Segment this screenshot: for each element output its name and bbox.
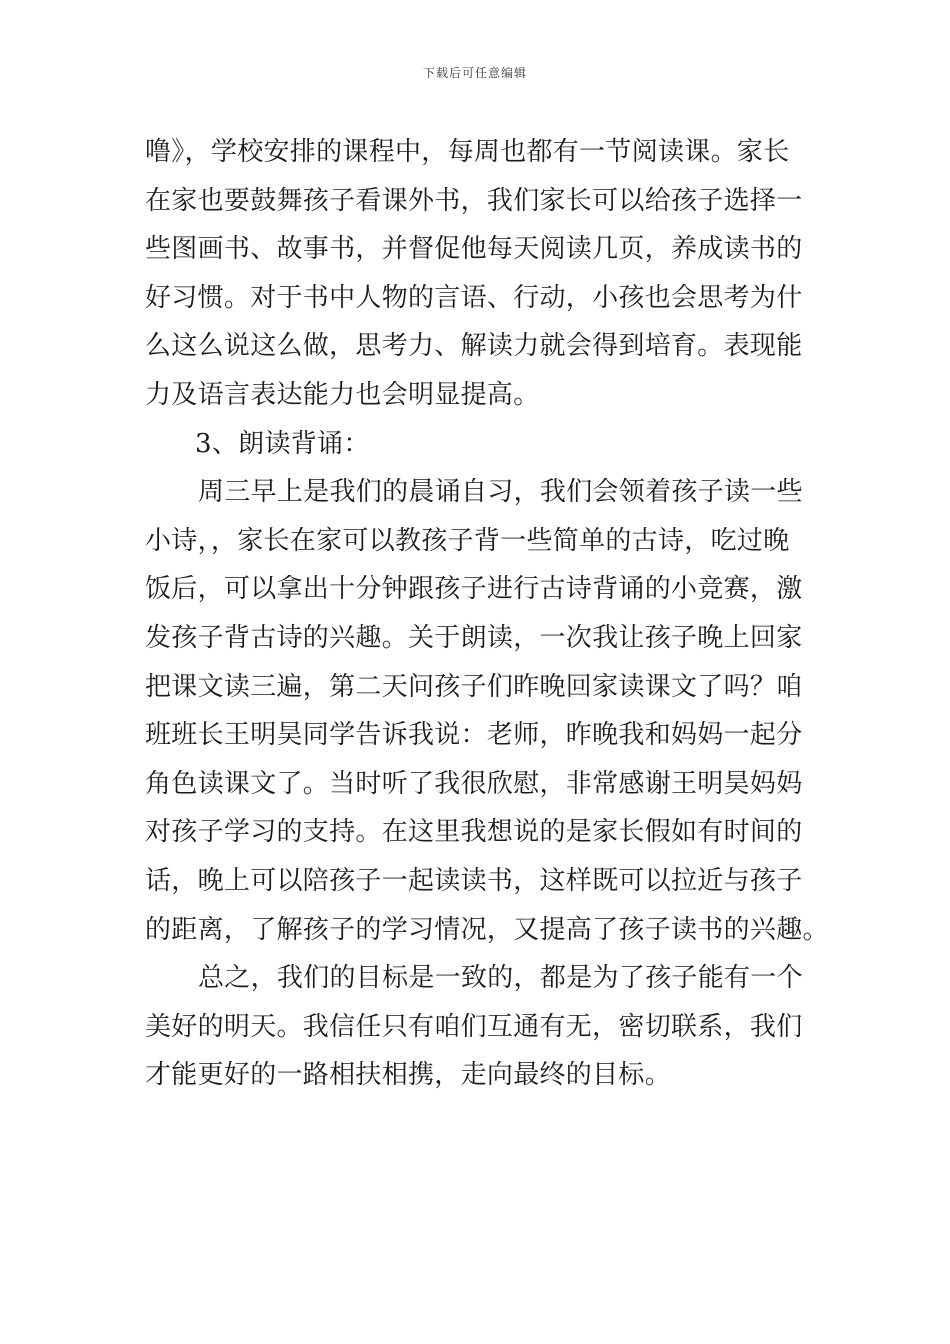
text-line: 周三早上是我们的晨诵自习，我们会领着孩子读一些 bbox=[198, 477, 803, 508]
text-line: 对孩子学习的支持。在这里我想说的是家长假如有时间的 bbox=[145, 817, 803, 848]
text-line: 美好的明天。我信任只有咱们互通有无，密切联系，我们 bbox=[145, 1011, 803, 1042]
text-line: 发孩子背古诗的兴趣。关于朗读，一次我让孩子晚上回家 bbox=[145, 622, 803, 653]
paragraph-recitation bbox=[145, 468, 829, 954]
text-line: 的距离，了解孩子的学习情况，又提高了孩子读书的兴趣。 bbox=[145, 914, 829, 945]
text-line: 小诗，，家长在家可以教孩子背一些简单的古诗，吃过晚 bbox=[145, 525, 790, 556]
section-heading bbox=[145, 420, 810, 469]
text-line: 噜》，学校安排的课程中，每周也都有一节阅读课。家长 bbox=[145, 137, 790, 167]
paragraph-conclusion bbox=[145, 954, 810, 1100]
document-body bbox=[145, 128, 829, 1100]
text-line: 力及语言表达能力也会明显提高。 bbox=[145, 379, 540, 410]
text-line: 些图画书、故事书，并督促他每天阅读几页，养成读书的 bbox=[145, 234, 803, 265]
text-line: 在家也要鼓舞孩子看课外书，我们家长可以给孩子选择一 bbox=[145, 185, 803, 216]
heading-line: 3、朗读背诵： bbox=[195, 428, 370, 459]
text-line: 话，晚上可以陪孩子一起读读书，这样既可以拉近与孩子 bbox=[145, 865, 803, 896]
text-line: 才能更好的一路相扶相携，走向最终的目标。 bbox=[145, 1060, 672, 1091]
text-line: 角色读课文了。当时听了我很欣慰，非常感谢王明昊妈妈 bbox=[145, 768, 803, 799]
text-line: 把课文读三遍，第二天问孩子们昨晚回家读课文了吗？咱 bbox=[145, 671, 803, 702]
text-line: 饭后，可以拿出十分钟跟孩子进行古诗背诵的小竞赛，激 bbox=[145, 574, 803, 605]
text-line: 总之，我们的目标是一致的，都是为了孩子能有一个 bbox=[198, 963, 803, 994]
page-header: 下载后可任意编辑 bbox=[422, 66, 527, 80]
text-line: 好习惯。对于书中人物的言语、行动，小孩也会思考为什 bbox=[145, 282, 803, 313]
text-line: 么这么说这么做，思考力、解读力就会得到培育。表现能 bbox=[145, 331, 803, 362]
text-line: 班班长王明昊同学告诉我说：老师，昨晚我和妈妈一起分 bbox=[145, 720, 803, 751]
paragraph-reading-habits bbox=[145, 128, 810, 420]
